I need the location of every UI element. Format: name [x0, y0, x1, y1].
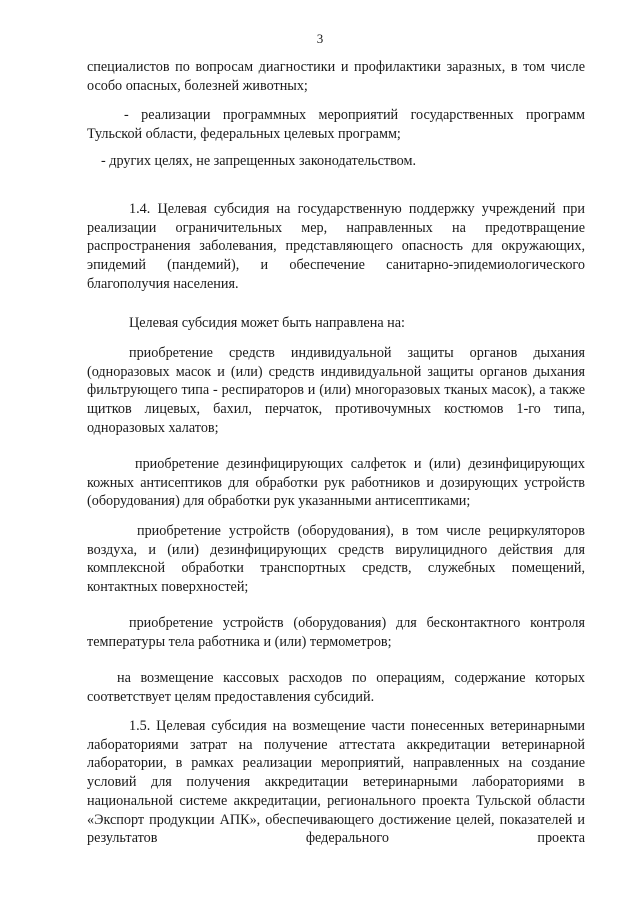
paragraph-recirculators: приобретение устройств (оборудования), в том числе рециркуляторов воздуха, и (или) дезинфицирующих средств вирулицидного действия для комплексной обработки транспортных средств, служебных помещений, контактных поверхностей;: [87, 523, 585, 596]
paragraph-section-1-4: 1.4. Целевая субсидия на государственную поддержку учреждений при реализации ограничительных мер, направленных на предотвращение распространения заболевания, представляющего опасность для окружающих, эпидемий (пандемий), и обеспечение санитарно-эпидемиологического благополучия населения.: [87, 201, 585, 292]
paragraph-other-purposes: - других целях, не запрещенных законодательством.: [101, 153, 417, 169]
paragraph-subsidy-directions: Целевая субсидия может быть направлена на:: [129, 315, 405, 331]
paragraph-state-programs: - реализации программных мероприятий государственных программ Тульской области, федеральных целевых программ;: [87, 107, 585, 142]
paragraph-respiratory-protection: приобретение средств индивидуальной защиты органов дыхания (одноразовых масок и (или) средств индивидуальной защиты органов дыхания фильтрующего типа - респираторов и (или) многоразовых тканых масок), а также щитков лицевых, бахил, перчаток, противочумных костюмов 1-го типа, одноразовых халатов;: [87, 345, 585, 436]
paragraph-disinfecting-wipes: приобретение дезинфицирующих салфеток и (или) дезинфицирующих кожных антисептиков для обработки рук работников и дозирующих устройств (оборудования) для обработки рук указанными антисептиками;: [87, 456, 585, 510]
page-number: 3: [316, 31, 324, 46]
paragraph-specialists: специалистов по вопросам диагностики и профилактики заразных, в том числе особо опасных, болезней животных;: [87, 59, 585, 94]
paragraph-cash-reimbursement: на возмещение кассовых расходов по операциям, содержание которых соответствует целям предоставления субсидий.: [87, 670, 585, 705]
paragraph-section-1-5: 1.5. Целевая субсидия на возмещение части понесенных ветеринарными лабораториями затрат на получение аттестата аккредитации ветеринарной лаборатории, в рамках реализации мероприятий, направленных на создание условий для получения аккредитации ветеринарными лабораториями в национальной системе аккредитации, регионального проекта Тульской области «Экспорт продукции АПК», обеспечивающего достижение целей, показателей и результатов федерального проекта: [87, 718, 585, 847]
paragraph-thermometers: приобретение устройств (оборудования) для бесконтактного контроля температуры тела работника и (или) термометров;: [87, 615, 585, 650]
